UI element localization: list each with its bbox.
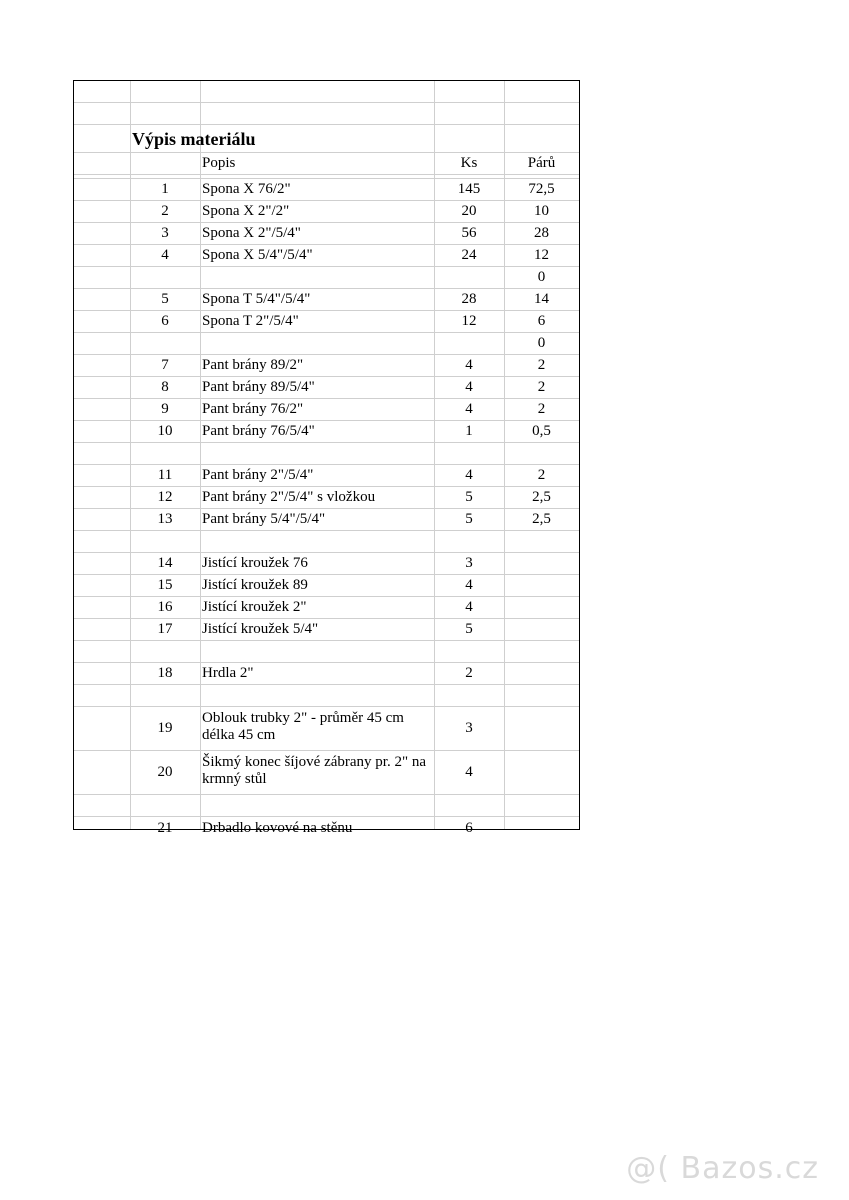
sheet-title: Výpis materiálu [132,129,256,149]
row-description: Hrdla 2" [202,665,254,681]
row-pairs: 2 [537,379,546,395]
row-number: 8 [161,379,169,395]
row-pairs [504,531,579,552]
row-quantity: 4 [465,764,473,780]
row-number: 3 [161,225,169,241]
row-number: 19 [157,720,173,736]
row-pairs [504,619,579,640]
row-description: Pant brány 76/2" [202,401,304,417]
row-quantity: 1 [465,423,473,439]
row-quantity: 4 [465,379,473,395]
row-description [200,531,434,552]
row-description [200,333,434,354]
table-row [74,465,579,487]
table-row [74,179,579,201]
row-pairs [504,443,579,464]
row-pairs: 2 [537,357,546,373]
table-row [74,751,579,795]
row-number: 21 [157,819,173,836]
row-description: Šikmý konec šíjové zábrany pr. 2" na krmný stůl [202,754,426,787]
row-number: 13 [157,511,173,527]
row-pairs: 12 [534,247,549,263]
row-quantity: 4 [465,357,473,373]
row-number: 2 [161,203,169,219]
table-row [74,509,579,531]
row-pairs [504,575,579,596]
row-quantity [434,531,504,552]
row-pairs: 2,5 [532,489,551,505]
row-number: 14 [157,555,173,571]
row-description: Pant brány 5/4"/5/4" [202,511,326,527]
row-pairs: 72,5 [528,181,555,197]
row-number: 5 [161,291,169,307]
row-number: 9 [161,401,169,417]
row-number: 7 [161,357,169,373]
row-number [130,531,200,552]
row-description: Pant brány 89/5/4" [202,379,315,395]
row-pairs: 6 [537,313,546,329]
row-number: 15 [157,577,173,593]
row-quantity: 4 [465,577,473,593]
row-description: Pant brány 89/2" [202,357,304,373]
table-row [74,817,579,839]
row-quantity: 20 [461,203,477,219]
header-paru: Párů [527,155,556,171]
empty-row [74,685,579,707]
row-pairs: 2,5 [532,511,551,527]
row-number [130,443,200,464]
table-row [74,619,579,641]
row-description [200,641,434,662]
row-quantity: 3 [465,555,473,571]
table-row [74,201,579,223]
row-pairs [504,597,579,618]
row-pairs: 0 [537,269,546,285]
row-number [130,641,200,662]
header-row [74,153,579,175]
row-description: Jistící kroužek 2" [202,599,307,615]
row-quantity [434,333,504,354]
material-sheet [73,80,580,836]
row-pairs [504,663,579,684]
table-row [74,663,579,685]
row-description: Jistící kroužek 89 [202,577,308,593]
row-number: 18 [157,665,173,681]
row-pairs: 10 [534,203,549,219]
row-pairs [504,751,579,794]
row-pairs [504,817,579,839]
row-pairs [504,795,579,816]
row-description: Pant brány 2"/5/4" s vložkou [202,489,376,505]
row-description: Drbadlo kovové na stěnu [202,819,353,836]
row-pairs [504,553,579,574]
header-popis: Popis [202,155,236,171]
row-number [130,267,200,288]
row-quantity [434,267,504,288]
row-pairs: 28 [534,225,549,241]
table-row [74,597,579,619]
row-description [200,443,434,464]
table-row [74,553,579,575]
row-pairs [504,641,579,662]
row-number: 17 [157,621,173,637]
empty-row [74,443,579,465]
row-description: Spona T 5/4"/5/4" [202,291,311,307]
row-description: Spona X 5/4"/5/4" [202,247,313,263]
row-pairs: 2 [537,401,546,417]
row-description: Oblouk trubky 2" - průměr 45 cm délka 45 cm [202,710,404,743]
row-quantity: 145 [457,181,481,197]
row-pairs: 2 [537,467,546,483]
row-quantity: 5 [465,489,473,505]
row-quantity: 2 [465,665,473,681]
row-quantity: 5 [465,511,473,527]
row-description: Spona X 2"/5/4" [202,225,301,241]
row-pairs [504,707,579,750]
row-number: 6 [161,313,169,329]
header-ks: Ks [460,155,478,171]
row-description: Jistící kroužek 5/4" [202,621,319,637]
table-row [74,377,579,399]
table-row [74,707,579,751]
row-number [130,333,200,354]
empty-row [74,795,579,817]
row-quantity: 5 [465,621,473,637]
table-row [74,245,579,267]
row-description [200,685,434,706]
row-quantity: 56 [461,225,477,241]
row-quantity [434,795,504,816]
row-description [200,795,434,816]
table-row [74,575,579,597]
row-pairs [504,685,579,706]
row-description [200,267,434,288]
row-number: 12 [157,489,173,505]
empty-row [74,81,579,103]
row-number: 20 [157,764,173,780]
table-row [74,487,579,509]
row-description: Pant brány 76/5/4" [202,423,315,439]
row-pairs: 14 [534,291,549,307]
empty-row [74,103,579,125]
row-quantity [434,685,504,706]
empty-row [74,641,579,663]
row-quantity: 4 [465,467,473,483]
table-row [74,289,579,311]
row-number: 11 [157,467,173,483]
row-description: Pant brány 2"/5/4" [202,467,314,483]
row-number [130,795,200,816]
row-quantity: 28 [461,291,477,307]
row-quantity: 24 [461,247,477,263]
row-number [130,685,200,706]
row-number: 4 [161,247,169,263]
row-pairs: 0,5 [532,423,551,439]
row-quantity [434,641,504,662]
row-number: 10 [157,423,173,439]
row-description: Spona T 2"/5/4" [202,313,299,329]
row-pairs: 0 [537,335,546,351]
row-description: Spona X 76/2" [202,181,291,197]
empty-row [74,267,579,289]
table-row [74,399,579,421]
row-description: Jistící kroužek 76 [202,555,308,571]
table-row [74,355,579,377]
row-quantity: 4 [465,401,473,417]
empty-row [74,333,579,355]
row-description: Spona X 2"/2" [202,203,290,219]
row-number: 16 [157,599,173,615]
empty-row [74,531,579,553]
table-row [74,311,579,333]
table-row [74,421,579,443]
row-quantity [434,443,504,464]
table-row [74,223,579,245]
row-number: 1 [161,181,169,197]
row-quantity: 6 [465,819,473,836]
row-quantity: 4 [465,599,473,615]
row-quantity: 3 [465,720,473,736]
watermark-logo: @( Bazos.cz [626,1151,819,1186]
row-quantity: 12 [461,313,477,329]
